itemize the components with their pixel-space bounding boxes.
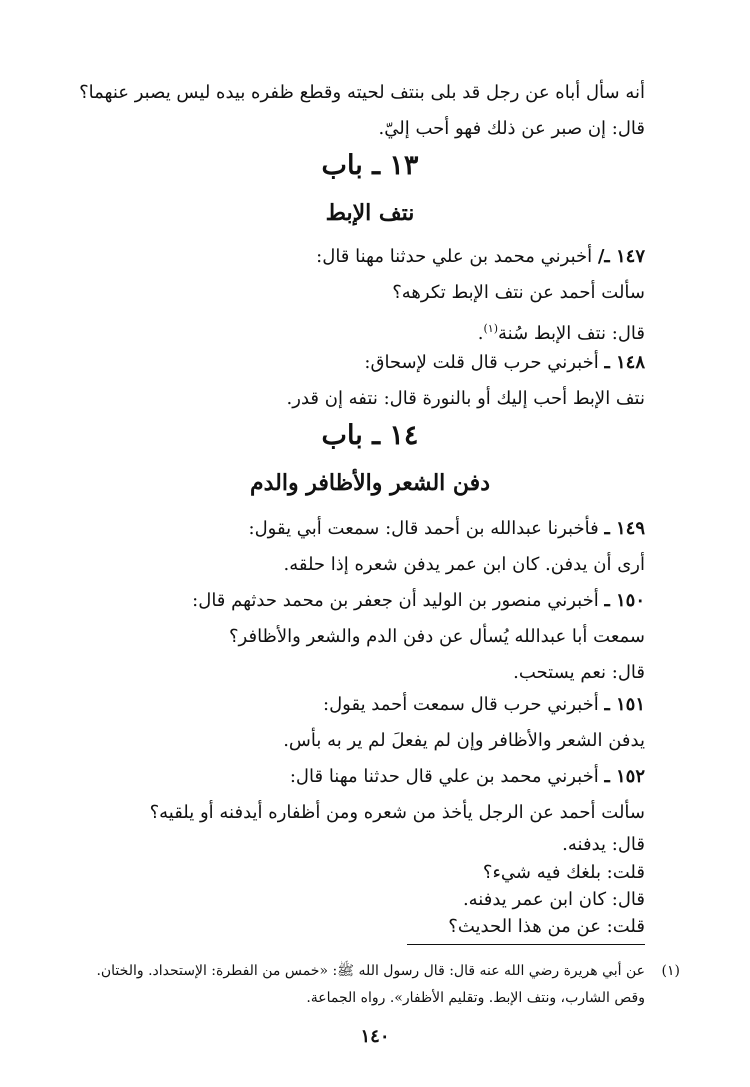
text-line: سألت أحمد عن الرجل يأخذ من شعره ومن أظفاره أيدفنه أو يلقيه؟ (149, 802, 645, 823)
narration-text: أخبرني حرب قال قلت لإسحاق: (364, 352, 599, 373)
page-number: ١٤٠ (360, 1026, 390, 1047)
text-line: أنه سأل أباه عن رجل قد بلى بنتف لحيته وقطع ظفره بيده ليس يصبر عنهما؟ (79, 82, 645, 103)
dialogue-line: قلت: بلغك فيه شيء؟ (482, 862, 645, 883)
dialogue-line: قلت: عن من هذا الحديث؟ (448, 916, 645, 937)
narration-147 (110, 240, 645, 274)
narration-number: ١٤٨ ـ (604, 352, 645, 373)
chapter-title: دفن الشعر والأظافر والدم (250, 470, 490, 496)
chapter-title: نتف الإبط (325, 200, 415, 226)
narration-text: أخبرني منصور بن الوليد أن جعفر بن محمد حدثهم قال: (192, 590, 599, 611)
narration-number: ١٥١ ـ (604, 694, 645, 715)
punctuation: . (477, 323, 484, 344)
narration-151 (110, 688, 645, 722)
narration-number: ١٥٢ ـ (604, 766, 645, 787)
chapter-heading: ١٤ ـ باب (321, 420, 419, 451)
narration-number: ١٤٧ ـ/ (597, 246, 645, 267)
text-line: قال: نعم يستحب. (513, 662, 645, 683)
chapter-heading: ١٣ ـ باب (321, 150, 419, 181)
dialogue-line: قال: يدفنه. (562, 834, 645, 855)
answer-text: قال: نتف الإبط سُنة (498, 323, 645, 344)
dialogue-line: قال: كان ابن عمر يدفنه. (462, 889, 645, 910)
text-line: قال: إن صبر عن ذلك فهو أحب إليّ. (378, 118, 645, 139)
text-line: نتف الإبط أحب إليك أو بالنورة قال: نتفه إن قدر. (286, 388, 645, 409)
narration-150 (110, 584, 645, 618)
narration-text: أخبرني محمد بن علي حدثنا مهنا قال: (316, 246, 593, 267)
text-line: سألت أحمد عن نتف الإبط تكرهه؟ (392, 282, 645, 303)
footnote-marker: (١) (661, 963, 680, 979)
narration-text: أخبرني محمد بن علي قال حدثنا مهنا قال: (289, 766, 599, 787)
narration-text: أخبرني حرب قال سمعت أحمد يقول: (323, 694, 599, 715)
narration-149 (110, 512, 645, 546)
narration-number: ١٤٩ ـ (604, 518, 645, 539)
text-line: سمعت أبا عبدالله يُسأل عن دفن الدم والشعر والأظافر؟ (228, 626, 645, 647)
narration-148 (110, 346, 645, 380)
narration-number: ١٥٠ ـ (604, 590, 645, 611)
footnote-reference: (١) (483, 322, 498, 335)
text-line: أرى أن يدفن. كان ابن عمر يدفن شعره إذا حلقه. (283, 554, 645, 575)
footnote-text: عن أبي هريرة رضي الله عنه قال: قال رسول الله ﷺ: «خمس من الفطرة: الإستحداد. والختان. وقص الشارب، ونتف الإبط. وتقليم الأظفار». رواه الجماعة. (96, 963, 645, 1006)
narration-152 (110, 760, 645, 794)
text-line: يدفن الشعر والأظافر وإن لم يفعلَ لم ير به بأس. (283, 730, 645, 751)
footnote (80, 958, 680, 1012)
narration-text: فأخبرنا عبدالله بن أحمد قال: سمعت أبي يقول: (248, 518, 599, 539)
footnote-separator (407, 944, 645, 945)
